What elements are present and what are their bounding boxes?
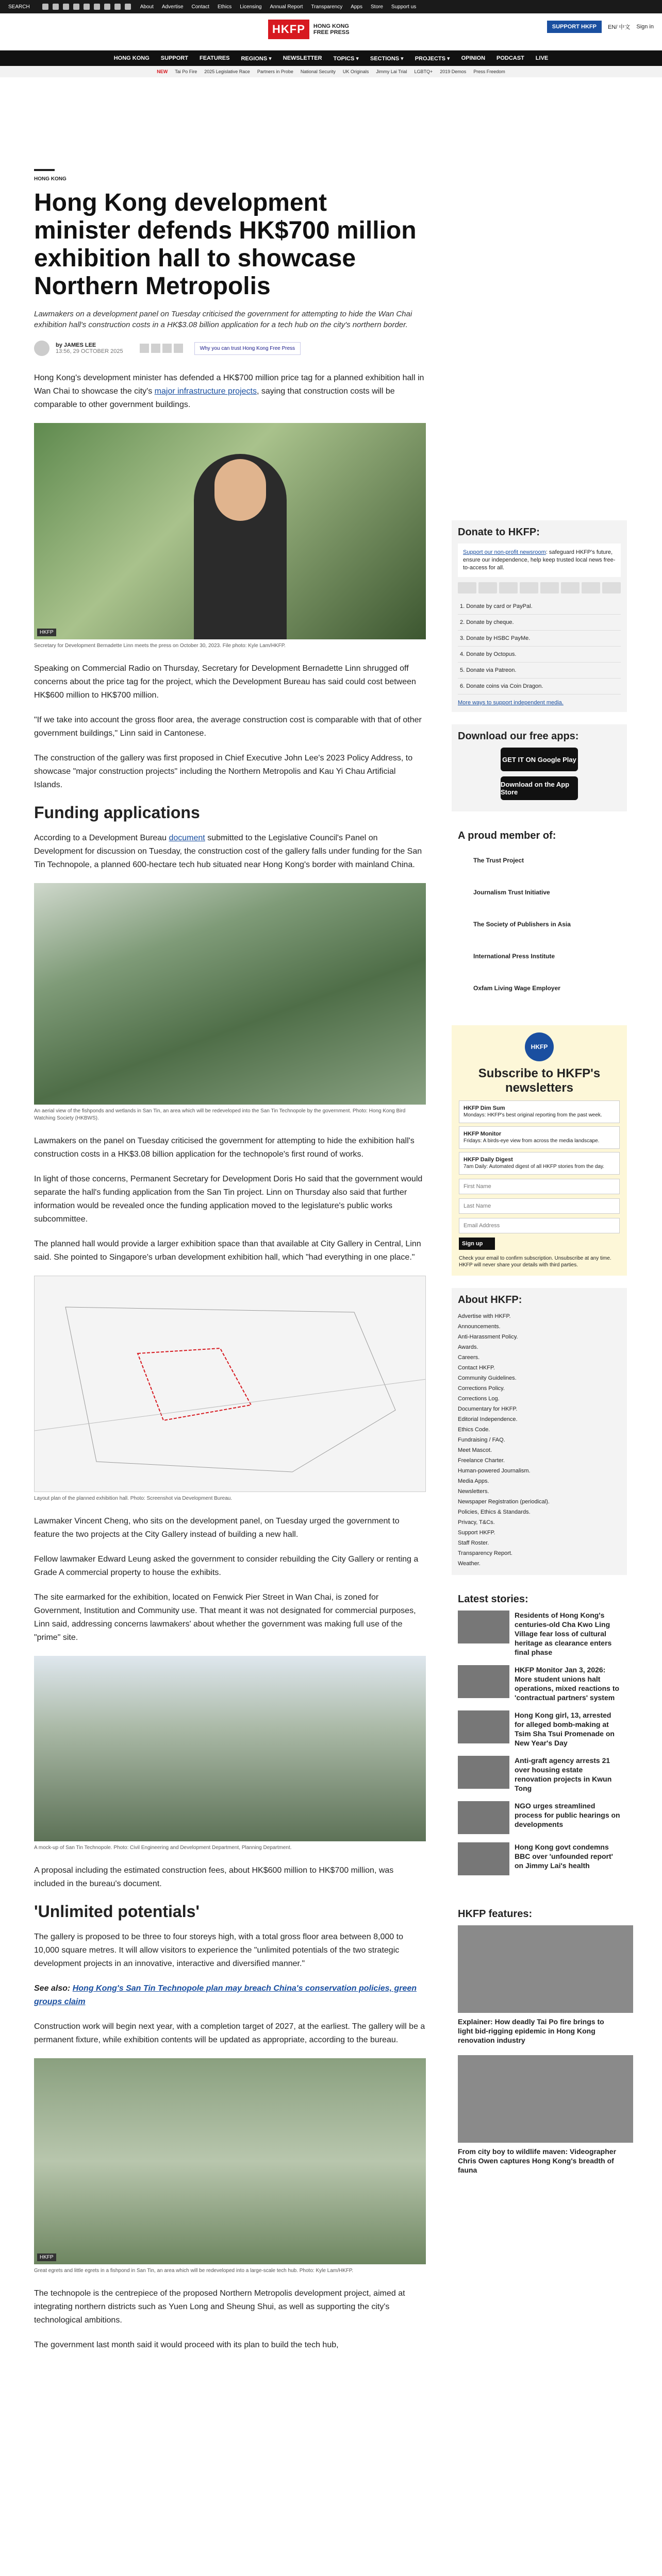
logo-text: HONG KONG FREE PRESS: [313, 23, 350, 36]
section-rule: [34, 169, 55, 171]
article-photo-technopole-mockup: [34, 1656, 426, 1841]
main-nav: [0, 50, 662, 66]
util-link[interactable]: Contact: [191, 4, 209, 10]
about-link[interactable]: Staff Roster.: [458, 1540, 489, 1546]
story-thumbnail: [458, 1665, 509, 1698]
latest-stories-widget: [452, 1587, 627, 1890]
section-heading: 'Unlimited potentials': [34, 1902, 200, 1921]
article-photo-linn: [34, 423, 426, 639]
paragraph: The construction of the gallery was first proposed in Chief Executive John Lee's 2023 Policy Address, to showcase "major construction projects" including the Northern Metropolis and Kau Yi Chau Artificial Islands.: [34, 754, 413, 789]
paragraph: Fellow lawmaker Edward Leung asked the government to consider rebuilding the City Gallery or renting a Grade A commercial property to house the exhibits.: [34, 1555, 419, 1577]
nav-item[interactable]: LIVE: [535, 55, 549, 61]
google-play-button[interactable]: GET IT ON Google Play: [501, 748, 578, 771]
about-link[interactable]: Contact HKFP.: [458, 1365, 495, 1371]
trending-link[interactable]: UK Originals: [342, 69, 369, 74]
facebook-icon[interactable]: [42, 4, 48, 10]
util-link[interactable]: Ethics: [217, 4, 232, 10]
last-name-field[interactable]: Last Name: [459, 1198, 620, 1214]
sidebar: [452, 520, 627, 2204]
apple-pay-icon: [540, 582, 559, 594]
paypal-icon: [520, 582, 538, 594]
first-name-field[interactable]: First Name: [459, 1179, 620, 1194]
octopus-icon: [602, 582, 621, 594]
member-logo[interactable]: The Society of Publishers in Asia: [473, 921, 571, 928]
nav-item[interactable]: PODCAST: [496, 55, 524, 61]
author-name[interactable]: by JAMES LEE: [56, 342, 96, 348]
rss-icon[interactable]: [125, 4, 131, 10]
about-link[interactable]: Weather.: [458, 1561, 481, 1567]
feature-thumbnail[interactable]: [458, 2055, 633, 2143]
trending-link[interactable]: Press Freedom: [473, 69, 505, 74]
paragraph: The gallery is proposed to be three to four storeys high, with a total gross floor area between 8,000 to 10,000 square metres. It will allow visitors to experience the "unlimited potentials of the two strategic development projects in an innovative, interactive and diversified manner.": [34, 1933, 403, 1968]
nav-item[interactable]: SECTIONS ▾: [370, 55, 404, 62]
article-subhead: Lawmakers on a development panel on Tuesday criticised the government for attempting to hide the Wan Chai exhibition hall's construction costs in a HK$3.08 billion application for a tech hub on the city's northern border.: [34, 310, 412, 329]
story-thumbnail: [458, 1801, 509, 1834]
share-twitter-icon[interactable]: [151, 344, 160, 353]
nav-item[interactable]: SUPPORT: [160, 55, 188, 61]
about-link[interactable]: Community Guidelines.: [458, 1375, 517, 1381]
util-link[interactable]: Annual Report: [270, 4, 303, 10]
about-link[interactable]: Editorial Independence.: [458, 1416, 518, 1422]
hkfp-watermark: HKFP: [37, 2253, 56, 2261]
top-utility-bar: [0, 0, 662, 13]
email-field[interactable]: Email Address: [459, 1218, 620, 1233]
trending-link[interactable]: Tai Po Fire: [175, 69, 197, 74]
about-link[interactable]: Corrections Log.: [458, 1396, 500, 1402]
share-whatsapp-icon[interactable]: [162, 344, 172, 353]
about-link[interactable]: Ethics Code.: [458, 1427, 490, 1433]
feature-headline[interactable]: From city boy to wildlife maven: Videographer Chris Owen captures Hong Kong's breadth of fauna: [458, 2147, 617, 2174]
story-headline: Residents of Hong Kong's centuries-old Cha Kwo Ling Village fear loss of cultural heritage as clearance enters final phase: [515, 1611, 612, 1656]
trending-link[interactable]: 2025 Legislative Race: [204, 69, 250, 74]
photo-caption: A mock-up of San Tin Technopole. Photo: Civil Engineering and Development Department, Planning Department.: [34, 1845, 292, 1851]
paragraph: Hong Kong's development minister has defended a HK$700 million price tag for a planned exhibition hall in Wan Chai to showcase the city's major infrastructure projects, saying that construction costs will be comparable to other government buildings.: [34, 374, 424, 409]
article: [34, 169, 426, 2363]
about-link[interactable]: Support HKFP.: [458, 1530, 495, 1536]
about-link[interactable]: Corrections Policy.: [458, 1385, 505, 1392]
article-title: Hong Kong development minister defends HK$700 million exhibition hall to showcase Northern Metropolis: [34, 189, 417, 300]
see-also-link[interactable]: Hong Kong's San Tin Technopole plan may breach China's conservation policies, green groups claim: [34, 1984, 417, 2006]
nav-item[interactable]: PROJECTS ▾: [415, 55, 450, 62]
trust-link[interactable]: Why you can trust Hong Kong Free Press: [194, 342, 301, 355]
photo-caption: Great egrets and little egrets in a fishpond in San Tin, an area which will be redeveloped into a large-scale tech hub. Photo: Kyle Lam/HKFP.: [34, 2268, 354, 2274]
payment-icons: [458, 582, 621, 594]
util-link[interactable]: Transparency: [311, 4, 343, 10]
nav-item[interactable]: REGIONS ▾: [241, 55, 272, 62]
about-link[interactable]: Announcements.: [458, 1324, 501, 1330]
paragraph: Construction work will begin next year, with a completion target of 2027, at the earliest. The gallery will be a permanent fixture, while exhibition contents will be updated as appropriate, according to the bureau.: [34, 2022, 425, 2044]
about-link[interactable]: Advertise with HKFP.: [458, 1313, 511, 1319]
story-item[interactable]: [458, 1756, 621, 1793]
brand-bar: [0, 13, 662, 50]
feature-headline[interactable]: Explainer: How deadly Tai Po fire brings to light bid-rigging epidemic in Hong Kong renovation industry: [458, 2018, 604, 2044]
about-link[interactable]: Media Apps.: [458, 1478, 489, 1484]
about-link[interactable]: Privacy, T&Cs.: [458, 1519, 495, 1526]
author-avatar: [34, 341, 49, 356]
widget-title: Download our free apps:: [458, 731, 579, 742]
instagram-icon[interactable]: [63, 4, 69, 10]
amex-icon: [499, 582, 518, 594]
story-headline: NGO urges streamlined process for public hearings on developments: [515, 1802, 620, 1828]
article-photo-layout-plan: [34, 1276, 426, 1492]
story-item[interactable]: [458, 1710, 621, 1748]
newsletter-option[interactable]: HKFP Dim Sum Mondays: HKFP's best original reporting from the past week.: [459, 1100, 620, 1123]
trending-link[interactable]: Jimmy Lai Trial: [376, 69, 407, 74]
trending-link[interactable]: 2019 Demos: [440, 69, 467, 74]
story-headline: Hong Kong girl, 13, arrested for alleged bomb-making at Tsim Sha Tsui Promenade on New Year's Day: [515, 1711, 615, 1747]
author-meta: [56, 342, 123, 354]
donate-widget: [452, 520, 627, 712]
mastercard-icon: [458, 582, 476, 594]
trending-link[interactable]: Partners in Probe: [257, 69, 293, 74]
util-link[interactable]: About: [140, 4, 154, 10]
social-icons: [42, 4, 131, 10]
newsletter-widget: [452, 1025, 627, 1276]
util-link[interactable]: Apps: [351, 4, 362, 10]
new-label: NEW: [157, 69, 168, 74]
donate-option[interactable]: 1. Donate by card or PayPal.: [458, 599, 621, 615]
google-pay-icon: [561, 582, 580, 594]
photo-caption: An aerial view of the fishponds and wetlands in San Tin, an area which will be redeveloped into the San Tin Technopole by the government. Photo: Hong Kong Bird Watching Society (HKBWS).: [34, 1108, 406, 1121]
see-also: See also: Hong Kong's San Tin Technopole plan may breach China's conservation policies, green groups claim: [34, 1984, 417, 2006]
section-label[interactable]: HONG KONG: [34, 176, 67, 182]
newsletter-option[interactable]: HKFP Monitor Fridays: A birds-eye view from across the media landscape.: [459, 1126, 620, 1149]
util-link[interactable]: Licensing: [240, 4, 262, 10]
share-buttons: [140, 344, 183, 353]
trending-bar: [0, 66, 662, 77]
telegram-icon[interactable]: [114, 4, 121, 10]
story-item[interactable]: [458, 1801, 621, 1834]
brand-actions: [547, 21, 654, 33]
story-item[interactable]: [458, 1611, 621, 1657]
layout-plan-drawing: [35, 1276, 426, 1492]
paragraph: Lawmaker Vincent Cheng, who sits on the development panel, on Tuesday urged the government to feature the two projects at the City Gallery instead of building a new hall.: [34, 1517, 400, 1539]
newsletter-note: Check your email to confirm subscription. Unsubscribe at any time. HKFP will never share your details with third parties.: [459, 1256, 611, 1268]
nav-item[interactable]: OPINION: [461, 55, 486, 61]
visa-icon: [478, 582, 497, 594]
story-thumbnail: [458, 1710, 509, 1743]
paragraph: The site earmarked for the exhibition, located on Fenwick Pier Street in Wan Chai, is zoned for Government, Institution and Community use. That meant it was not designated for commercial purposes, Linn said, addressing concerns lawmakers' about whether the government was making full use of the "prime" site.: [34, 1593, 416, 1642]
share-email-icon[interactable]: [174, 344, 183, 353]
widget-title: Latest stories:: [458, 1594, 528, 1605]
donate-options: [458, 599, 621, 694]
threads-icon[interactable]: [73, 4, 79, 10]
nav-item[interactable]: TOPICS ▾: [333, 55, 359, 62]
trending-link[interactable]: LGBTQ+: [414, 69, 433, 74]
photo-caption: Secretary for Development Bernadette Linn meets the press on October 30, 2023. File photo: Kyle Lam/HKFP.: [34, 643, 286, 649]
about-link[interactable]: Anti-Harassment Policy.: [458, 1334, 518, 1340]
feature-thumbnail[interactable]: [458, 1925, 633, 2013]
widget-title: A proud member of:: [458, 830, 556, 841]
about-link[interactable]: Meet Mascot.: [458, 1447, 492, 1453]
story-item[interactable]: [458, 1842, 621, 1875]
about-link[interactable]: Awards.: [458, 1344, 478, 1350]
donate-option[interactable]: 4. Donate by Octopus.: [458, 647, 621, 663]
story-headline: HKFP Monitor Jan 3, 2026: More student unions halt operations, mixed reactions to 'contractual partners' system: [515, 1666, 620, 1702]
about-link[interactable]: Freelance Charter.: [458, 1458, 505, 1464]
about-link[interactable]: Fundraising / FAQ.: [458, 1437, 505, 1443]
more-ways-link[interactable]: More ways to support independent media.: [458, 700, 564, 706]
story-item[interactable]: [458, 1665, 621, 1702]
youtube-icon[interactable]: [94, 4, 100, 10]
paragraph: In light of those concerns, Permanent Secretary for Development Doris Ho said that the government would separate the hall's funding application from the San Tin project. Linn on Thursday also said that further information would be revealed once the funding application moved to the legislature's public works subcommittee.: [34, 1175, 423, 1224]
paragraph: The government last month said it would proceed with its plan to build the tech hub,: [34, 2341, 339, 2349]
newsletter-badge: HKFP: [525, 1032, 554, 1061]
about-link[interactable]: Documentary for HKFP.: [458, 1406, 518, 1412]
nav-item[interactable]: NEWSLETTER: [283, 55, 322, 61]
hkfp-watermark: HKFP: [37, 629, 56, 636]
about-link[interactable]: Careers.: [458, 1354, 480, 1361]
article-photo-fishponds: [34, 883, 426, 1105]
nav-item[interactable]: FEATURES: [199, 55, 230, 61]
utility-links: [140, 4, 417, 10]
donate-option[interactable]: 5. Donate via Patreon.: [458, 663, 621, 679]
features-widget: [452, 1902, 627, 2191]
hkfp-logo[interactable]: [268, 20, 350, 39]
about-link[interactable]: Transparency Report.: [458, 1550, 512, 1556]
portrait-face: [214, 459, 266, 521]
photo-caption: Layout plan of the planned exhibition hall. Photo: Screenshot via Development Bureau.: [34, 1496, 233, 1501]
about-widget: [452, 1288, 627, 1575]
story-headline: Hong Kong govt condemns BBC over 'unfounded report' on Jimmy Lai's health: [515, 1843, 613, 1870]
about-link[interactable]: Newsletters.: [458, 1488, 489, 1495]
member-logo[interactable]: International Press Institute: [473, 953, 555, 960]
donate-option[interactable]: 2. Donate by cheque.: [458, 615, 621, 631]
donate-intro: Support our non-profit newsroom: safeguard HKFP's future, ensure our independence, help keep trusted local news free-to-access for all.: [458, 544, 621, 577]
language-switch[interactable]: EN/ 中文: [607, 24, 631, 30]
newsletter-option[interactable]: HKFP Daily Digest 7am Daily: Automated digest of all HKFP stories from the day.: [459, 1152, 620, 1175]
member-logo[interactable]: The Trust Project: [473, 857, 524, 864]
sign-in-link[interactable]: Sign in: [636, 24, 654, 30]
mail-icon[interactable]: [104, 4, 110, 10]
widget-title: About HKFP:: [458, 1294, 522, 1306]
about-links: [458, 1311, 621, 1569]
nav-item[interactable]: HONG KONG: [113, 55, 150, 61]
byline: [34, 341, 426, 356]
logo-box: HKFP: [268, 20, 309, 39]
story-thumbnail: [458, 1611, 509, 1643]
util-link[interactable]: Support us: [391, 4, 417, 10]
paragraph: Speaking on Commercial Radio on Thursday, Secretary for Development Bernadette Linn shrugged off concerns about the price tag for the project, which the Development Bureau has said could cost between HK$600 million to HK$700 million.: [34, 664, 416, 700]
support-hkfp-button[interactable]: SUPPORT HKFP: [547, 21, 602, 33]
share-facebook-icon[interactable]: [140, 344, 149, 353]
publish-date: 13:56, 29 OCTOBER 2025: [56, 348, 123, 354]
signup-button[interactable]: Sign up: [459, 1238, 495, 1250]
apps-widget: [452, 724, 627, 811]
widget-title: HKFP features:: [458, 1908, 533, 1920]
article-photo-egrets: [34, 2058, 426, 2264]
linkedin-icon[interactable]: [84, 4, 90, 10]
paragraph: According to a Development Bureau document submitted to the Legislative Council's Panel on Development for discussion on Tuesday, the construction cost of the gallery falls under funding for the San Tin Technopole, a planned 600-hectare tech hub situated near Hong Kong's border with mainland China.: [34, 834, 422, 869]
twitter-icon[interactable]: [53, 4, 59, 10]
about-link[interactable]: Policies, Ethics & Standards.: [458, 1509, 531, 1515]
member-logo[interactable]: Oxfam Living Wage Employer: [473, 985, 560, 992]
donate-option[interactable]: 3. Donate by HSBC PayMe.: [458, 631, 621, 647]
paragraph: The technopole is the centrepiece of the proposed Northern Metropolis development project, aimed at integrating northern districts such as Yuen Long and Sheung Shui, as well as supporting the city's technological ambitions.: [34, 2289, 405, 2325]
document-link[interactable]: document: [169, 834, 205, 842]
story-thumbnail: [458, 1756, 509, 1789]
member-logo[interactable]: Journalism Trust Initiative: [473, 889, 550, 896]
donate-link[interactable]: Support our non-profit newsroom: [463, 549, 546, 555]
about-link[interactable]: Human-powered Journalism.: [458, 1468, 531, 1474]
util-link[interactable]: Advertise: [161, 4, 184, 10]
story-thumbnail: [458, 1842, 509, 1875]
search-link[interactable]: SEARCH: [8, 4, 30, 10]
payme-icon: [582, 582, 600, 594]
infrastructure-link[interactable]: major infrastructure projects: [154, 387, 257, 396]
paragraph: The planned hall would provide a larger exhibition space than that available at City Gallery in Central, Linn said. She pointed to Singapore's urban development exhibition hall, which "had everything in one place.": [34, 1240, 421, 1262]
paragraph: A proposal including the estimated construction fees, about HK$600 million to HK$700 million, was included in the bureau's document.: [34, 1866, 394, 1888]
paragraph: Lawmakers on the panel on Tuesday criticised the government for attempting to hide the exhibition hall's construction costs in a HK$3.08 billion application for the technopole's first round of works.: [34, 1137, 415, 1159]
newsletter-title: Subscribe to HKFP's newsletters: [478, 1066, 601, 1095]
paragraph: "If we take into account the gross floor area, the average construction cost is comparable with that of other government buildings," Linn said in Cantonese.: [34, 716, 422, 738]
section-heading: Funding applications: [34, 803, 200, 822]
about-link[interactable]: Newspaper Registration (periodical).: [458, 1499, 550, 1505]
story-headline: Anti-graft agency arrests 21 over housing estate renovation projects in Kwun Tong: [515, 1756, 612, 1792]
members-widget: [452, 824, 627, 1013]
trending-link[interactable]: National Security: [300, 69, 336, 74]
donate-option[interactable]: 6. Donate coins via Coin Dragon.: [458, 679, 621, 694]
app-store-button[interactable]: Download on the App Store: [501, 776, 578, 800]
widget-title: Donate to HKFP:: [458, 527, 540, 538]
util-link[interactable]: Store: [371, 4, 383, 10]
